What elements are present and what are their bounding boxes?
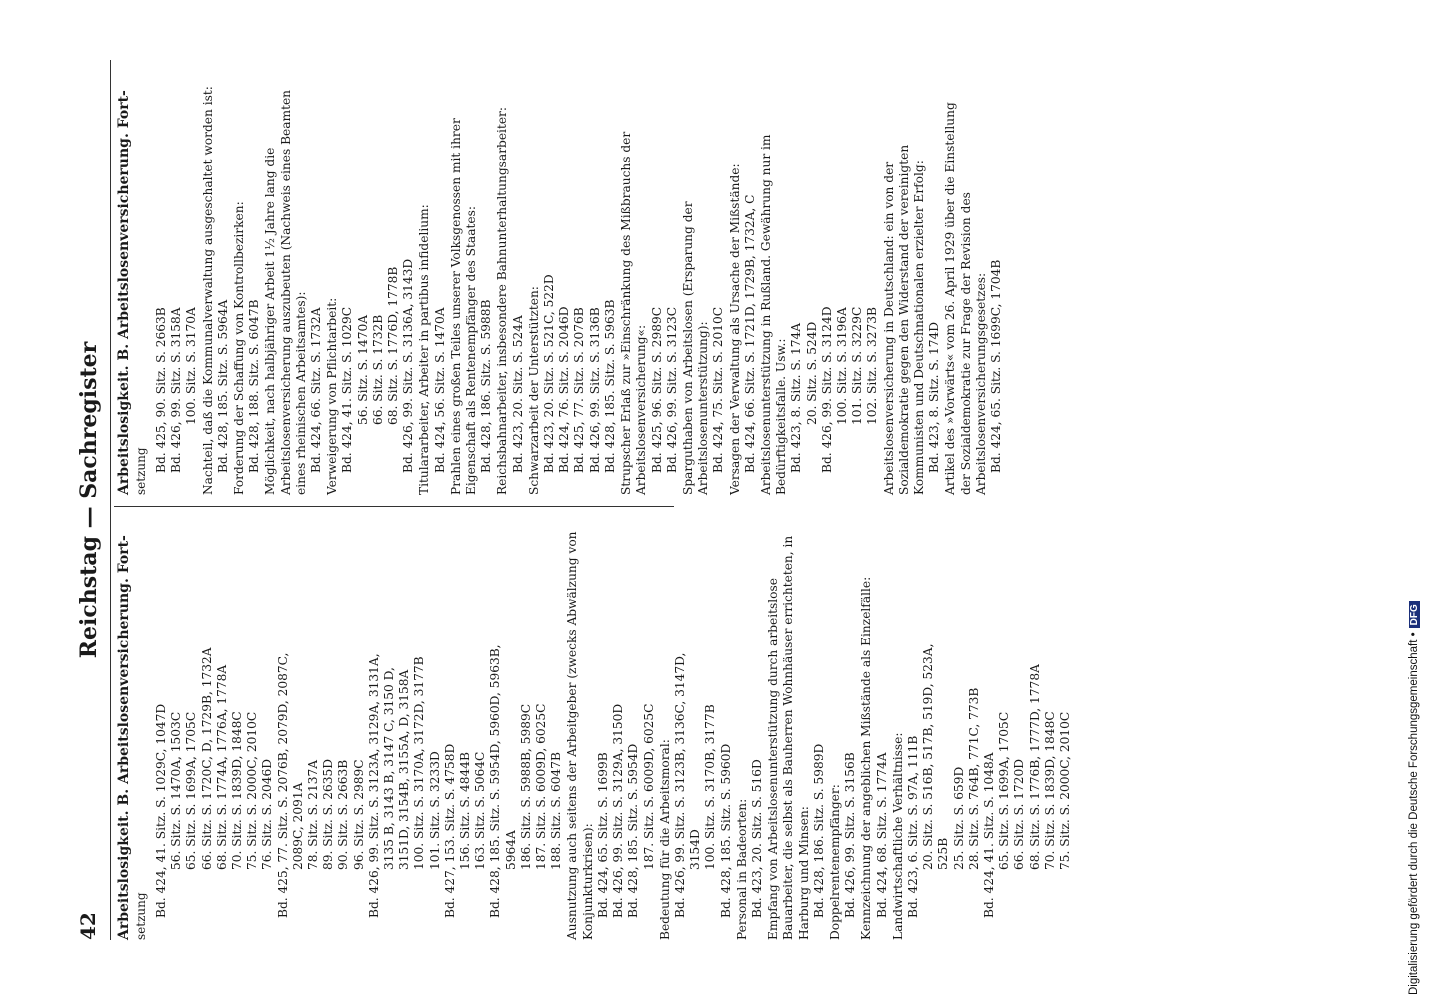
index-reference: Bd. 426, 99. Sitz. S. 3123B, 3136C, 3147D, xyxy=(672,652,687,918)
index-reference: Bd. 426, 99. Sitz. S. 3136B xyxy=(587,307,602,473)
index-reference: 163. Sitz. S. 5064C xyxy=(473,751,488,870)
right-column xyxy=(116,85,1004,495)
index-reference: Bd. 424, 41. Sitz. S. 1048A xyxy=(981,752,996,918)
index-reference: 3151D, 3154B, 3155A, D, 3158A xyxy=(397,669,412,870)
index-reference: Bd. 426, 99. Sitz. S. 3136A, 3143D xyxy=(401,258,416,473)
rotated-text-page xyxy=(72,60,1312,940)
header-rule xyxy=(110,60,111,940)
index-reference: 186. Sitz. S. 5988B, 5989C xyxy=(518,703,533,870)
index-reference: 100. Sitz. S. 3170B, 3177B xyxy=(703,704,718,870)
index-reference: Bd. 423, 20. Sitz. S. 516D xyxy=(749,759,764,918)
index-reference: 65. Sitz. S. 1699A, 1705C xyxy=(997,711,1012,870)
index-reference: 101. Sitz. S. 3229C xyxy=(850,306,865,425)
index-reference: 68. Sitz. S. 1774A, 1776A, 1778A xyxy=(214,664,229,870)
index-reference: Bd. 424, 56. Sitz. S. 1470A xyxy=(432,307,447,473)
index-topic: Artikel des »Vorwärts« vom 26. April 1929 über die Einstellung der Sozialdemokratie zur Frage der Revision des Arbeitslosenversicherungsgesetzes: xyxy=(943,102,988,495)
index-reference: Bd. 424, 65. Sitz. S. 1699C, 1704B xyxy=(988,259,1003,473)
index-reference: 75. Sitz. S. 2000C, 2010C xyxy=(245,711,260,870)
index-reference: 5964A xyxy=(503,830,518,870)
right-entry-list xyxy=(154,85,1004,495)
index-topic: Schwarzarbeit der Unterstützten: xyxy=(526,286,541,495)
index-topic: Titulararbeiter, Arbeiter in partibus infidelium: xyxy=(417,204,432,495)
index-topic: Empfang von Arbeitslosenunterstützung durch arbeitslose Bauarbeiter, die selbst als Bauherren Wohnhäuser errichteten, in Harburg und Minsen: xyxy=(766,535,811,940)
index-topic: Personal in Badeorten: xyxy=(734,798,749,940)
index-reference: 20. Sitz. S. 524D xyxy=(804,321,819,425)
index-reference: 187. Sitz. S. 6009D, 6025C xyxy=(641,703,656,870)
index-reference: 20. Sitz. S. 516B, 517B, 519D, 523A, xyxy=(921,643,936,870)
index-reference: 56. Sitz. S. 1470A xyxy=(355,314,370,425)
index-reference: 3135 B, 3143 B, 3147 C, 3150 D, xyxy=(382,667,397,870)
index-topic: Landwirtschaftliche Verhältnisse: xyxy=(890,732,905,940)
index-reference: 28. Sitz. S. 764B, 771C, 773B xyxy=(966,687,981,870)
index-reference: Bd. 428, 185. Sitz. S. 5964A xyxy=(215,299,230,473)
index-topic: Doppelrentenempfänger: xyxy=(827,784,842,940)
index-reference: Bd. 426, 99. Sitz. S. 3123A, 3129A, 3131A, xyxy=(366,653,381,918)
index-reference: 56. Sitz. S. 1470A, 1503C xyxy=(169,711,184,870)
index-topic: Strupscher Erlaß zur »Einschränkung des Mißbrauchs der Arbeitslosenversicherung«: xyxy=(619,131,649,495)
digitization-note xyxy=(1408,5,1428,995)
index-topic: Möglichkeit, nach halbjähriger Arbeit 1½ Jahre lang die Arbeitslosenversicherung auszubeuten (Nachweis eines Beamten eines rheinischen Arbeitsamtes): xyxy=(263,89,308,495)
index-reference: Bd. 423, 20. Sitz. S. 524A xyxy=(510,315,525,473)
index-reference: 78. Sitz. S. 2137A xyxy=(306,759,321,870)
index-reference: Bd. 428, 188. Sitz. S. 6047B xyxy=(247,299,262,473)
index-topic: Arbeitslosenversicherung in Deutschland: ein von der Sozialdemokratie gegen den Widerstand der vereinigten Kommunisten und Deutschnationalen erzielter Erfolg: xyxy=(881,144,926,495)
index-topic: Ausnutzung auch seitens der Arbeitgeber (zwecks Abwälzung von Konjunkturkrisen): xyxy=(565,531,595,940)
index-reference: 75. Sitz. S. 2000C, 2010C xyxy=(1057,711,1072,870)
index-reference: Bd. 428, 185. Sitz. S. 5963B xyxy=(602,299,617,473)
index-reference: 2089C, 2091A xyxy=(290,782,305,870)
index-reference: Bd. 428, 185. Sitz. S. 5954D xyxy=(626,743,641,918)
index-topic: Sparguthaben von Arbeitslosen (Ersparung der Arbeitslosenunterstützung): xyxy=(680,201,711,495)
index-topic: Kennzeichnung der angeblichen Mißstände als Einzelfälle: xyxy=(859,576,874,940)
index-reference: 3154D xyxy=(688,829,703,870)
index-reference: 188. Sitz. S. 6047B xyxy=(549,752,564,870)
index-reference: Bd. 426, 99. Sitz. S. 3123C xyxy=(664,306,679,473)
index-reference: 89. Sitz. S. 2635D xyxy=(321,758,336,870)
index-reference: Bd. 424, 68. Sitz. S. 1774A xyxy=(874,752,889,918)
index-reference: Bd. 424, 76. Sitz. S. 2046D xyxy=(557,306,572,473)
index-reference: Bd. 424, 75. Sitz. S. 2010C xyxy=(711,306,726,473)
right-column-heading: Arbeitslosigkeit. B. Arbeitslosenversicherung. Fort- setzung xyxy=(116,90,148,495)
index-reference: Bd. 426, 99. Sitz. S. 3129A, 3150D xyxy=(611,703,626,918)
index-reference: 156. Sitz. S. 4844B xyxy=(458,752,473,870)
index-topic: Arbeitslosenunterstützung in Rußland. Gewährung nur im Bedürftigkeitsfalle. Usw.: xyxy=(758,134,789,495)
running-header xyxy=(72,60,108,940)
left-entry-list xyxy=(154,530,1073,940)
index-reference: Bd. 428, 185. Sitz. S. 5954D, 5960D, 5963B, xyxy=(488,644,503,918)
index-reference: 70. Sitz. S. 1839D, 1848C xyxy=(1042,711,1057,870)
left-column xyxy=(116,530,1073,940)
left-column-heading: Arbeitslosigkeit. B. Arbeitslosenversicherung. Fort- setzung xyxy=(116,535,148,940)
index-reference: Bd. 423, 6. Sitz. S. 97A, 111B xyxy=(905,735,920,918)
index-reference: 90. Sitz. S. 2663B xyxy=(336,759,351,870)
index-reference: 187. Sitz. S. 6009D, 6025C xyxy=(534,703,549,870)
index-topic: Bedeutung für die Arbeitsmoral: xyxy=(657,739,672,940)
index-reference: Bd. 425, 96. Sitz. S. 2989C xyxy=(649,306,664,473)
index-reference: Bd. 424, 66. Sitz. S. 1732A xyxy=(309,307,324,473)
index-reference: Bd. 424, 41. Sitz. S. 1029C xyxy=(340,306,355,473)
index-topic: Prahlen eines großen Teiles unserer Volksgenossen mit ihrer Eigenschaft als Rentenempfänger des Staates: xyxy=(448,118,479,495)
digitization-text: Digitalisierung gefördert durch die Deutsche Forschungsgemeinschaft • xyxy=(1408,632,1420,995)
index-reference: Bd. 428, 185. Sitz. S. 5960D xyxy=(718,743,733,918)
index-reference: 68. Sitz. S. 1776B, 1777D, 1778A xyxy=(1027,664,1042,870)
index-reference: 66. Sitz. S. 1720C, D, 1729B, 1732A xyxy=(199,647,214,870)
index-reference: Bd. 424, 65. Sitz. S. 1699B xyxy=(595,752,610,918)
index-reference: 65. Sitz. S. 1699A, 1705C xyxy=(184,711,199,870)
running-title: Reichstag — Sachregister xyxy=(76,341,102,659)
index-reference: 100. Sitz. S. 3196A xyxy=(834,307,849,425)
index-reference: 25. Sitz. S. 659D xyxy=(951,766,966,870)
index-reference: Bd. 428, 186. Sitz. S. 5989D xyxy=(811,743,826,918)
index-reference: Bd. 425, 77. Sitz. S. 2076B xyxy=(572,307,587,473)
index-reference: Bd. 425, 77. Sitz. S. 2076B, 2079D, 2087C, xyxy=(275,652,290,918)
index-reference: 101. Sitz. S. 3233D xyxy=(427,751,442,870)
index-reference: 102. Sitz. S. 3273B xyxy=(865,307,880,425)
index-reference: Bd. 426, 99. Sitz. S. 3124D xyxy=(819,306,834,473)
index-reference: 96. Sitz. S. 2989C xyxy=(351,759,366,870)
index-reference: Bd. 423, 20. Sitz. S. 521C, 522D xyxy=(542,274,557,473)
index-reference: 70. Sitz. S. 1839D, 1848C xyxy=(230,711,245,870)
index-reference: Bd. 427, 153. Sitz. S. 4758D xyxy=(442,743,457,918)
index-reference: 66. Sitz. S. 1720D xyxy=(1012,758,1027,870)
index-reference: Bd. 428, 186. Sitz. S. 5988B xyxy=(479,299,494,473)
index-reference: Bd. 424, 66. Sitz. S. 1721D, 1729B, 1732A, C xyxy=(742,194,757,473)
index-reference: 100. Sitz. S. 3170A xyxy=(184,307,199,425)
index-reference: 66. Sitz. S. 1732B xyxy=(370,314,385,425)
index-topic: Versagen der Verwaltung als Ursache der Mißstände: xyxy=(727,163,742,495)
index-reference: Bd. 423, 8. Sitz. S. 174D xyxy=(927,321,942,473)
index-topic: Nachteil, daß die Kommunalverwaltung ausgeschaltet worden ist: xyxy=(200,86,215,495)
index-topic: Forderung der Schaffung von Kontrollbezirken: xyxy=(232,201,247,495)
page-number: 42 xyxy=(76,912,100,940)
index-topic: Reichsbahnarbeiter, insbesondere Bahnunterhaltungsarbeiter: xyxy=(495,107,510,495)
index-topic: Verweigerung von Pflichtarbeit: xyxy=(325,297,340,495)
index-reference: 100. Sitz. S. 3170A, 3172D, 3177B xyxy=(412,656,427,870)
index-reference: Bd. 423, 8. Sitz. S. 174A xyxy=(789,322,804,473)
column-divider xyxy=(114,506,674,507)
index-reference: Bd. 426, 99. Sitz. S. 3156B xyxy=(843,752,858,918)
dfg-logo: DFG xyxy=(1409,601,1420,628)
index-reference: Bd. 425, 90. Sitz. S. 2663B xyxy=(154,307,168,473)
index-reference: 68. Sitz. S. 1776D, 1778B xyxy=(386,266,401,425)
index-reference: Bd. 424, 41. Sitz. S. 1029C, 1047D xyxy=(154,703,168,918)
index-reference: 525B xyxy=(936,837,951,870)
index-reference: 76. Sitz. S. 2046D xyxy=(260,758,275,870)
index-reference: Bd. 426, 99. Sitz. S. 3158A xyxy=(169,307,184,473)
